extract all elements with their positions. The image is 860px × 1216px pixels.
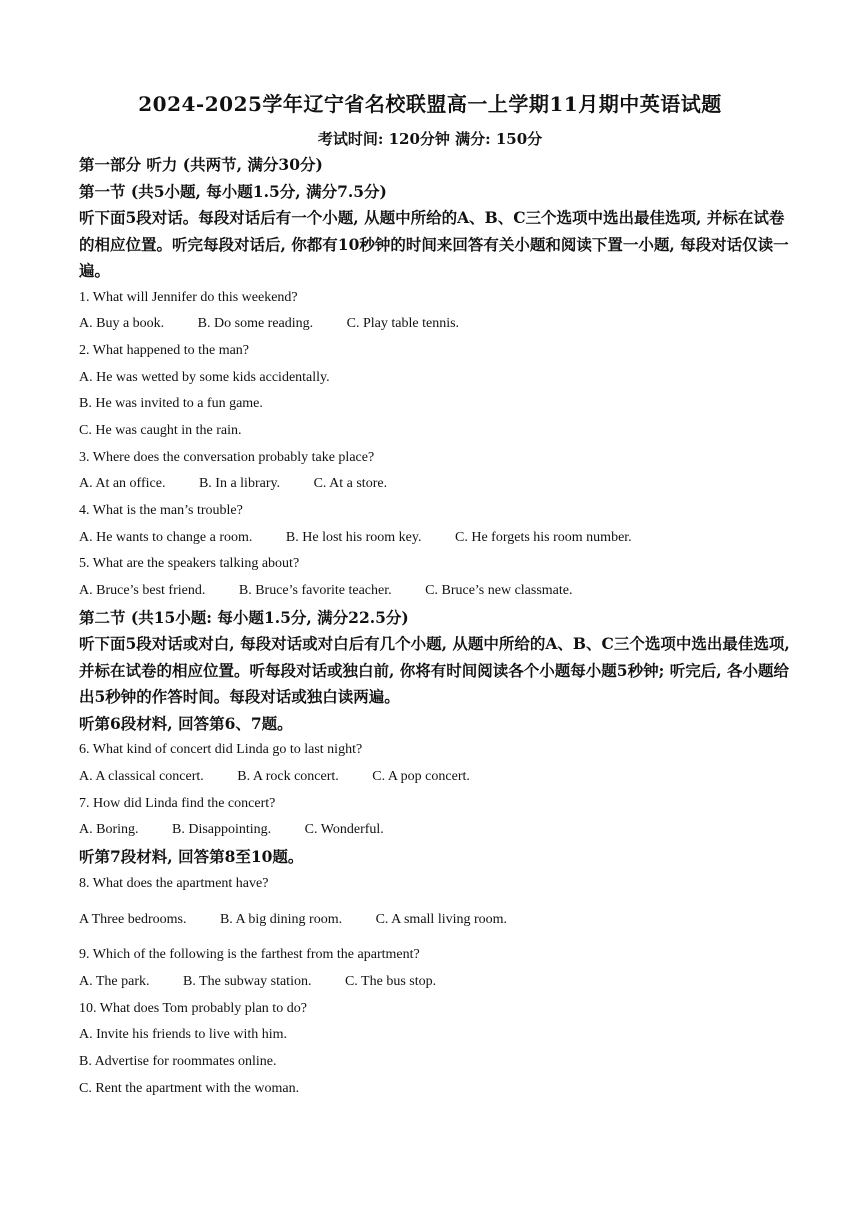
option-b: B. Bruce’s favorite teacher. (238, 583, 392, 599)
option-c: C. A pop concert. (372, 768, 470, 784)
option-b: B. Disappointing. (172, 822, 272, 838)
option-c: C. Bruce’s new classmate. (425, 583, 573, 599)
option-c: C. At a store. (313, 476, 388, 492)
option-a: A. Buy a book. (79, 316, 165, 332)
option-c: C. He forgets his room number. (455, 529, 632, 545)
material-7-heading: 听第7段材料, 回答第8至10题。 (79, 847, 304, 866)
part1-heading: 第一部分 听力 (共两节, 满分30分) (79, 155, 323, 174)
option-b: B. A rock concert. (237, 768, 339, 784)
option-a: A. Boring. (79, 822, 139, 838)
question-options (79, 311, 791, 338)
option-a: A Three bedrooms. (79, 912, 187, 928)
option-b: B. He lost his room key. (285, 529, 422, 545)
question-stem: 9. Which of the following is the farthest from the apartment? (79, 947, 420, 963)
page-title: 2024-2025学年辽宁省名校联盟高一上学期11月期中英语试题 (138, 92, 722, 116)
question-stem: 10. What does Tom probably plan to do? (79, 1000, 307, 1016)
section1-heading: 第一节 (共5小题, 每小题1.5分, 满分7.5分) (79, 181, 387, 201)
question-stem: 7. How did Linda find the concert? (79, 795, 276, 811)
option-b: B. The subway station. (183, 973, 312, 989)
question-stem: 3. Where does the conversation probably take place? (79, 449, 375, 465)
option-b: B. In a library. (198, 476, 281, 492)
option-a: A. He wants to change a room. (79, 529, 253, 545)
exam-content (79, 152, 791, 1102)
section2-heading: 第二节 (共15小题: 每小题1.5分, 满分22.5分) (79, 607, 409, 627)
question-options (79, 969, 791, 996)
option-b: B. He was invited to a fun game. (79, 396, 263, 412)
option-c: C. Play table tennis. (346, 316, 460, 332)
option-a: A. At an office. (79, 476, 166, 492)
question-stem: 2. What happened to the man? (79, 342, 250, 358)
option-a: A. A classical concert. (79, 768, 204, 784)
option-b: B. Advertise for roommates online. (79, 1053, 277, 1069)
question-stem: 8. What does the apartment have? (79, 875, 269, 891)
question-options (79, 578, 791, 605)
option-c: C. The bus stop. (344, 973, 437, 989)
question-options (79, 817, 791, 844)
question-stem: 5. What are the speakers talking about? (79, 556, 300, 572)
question-options (79, 525, 791, 552)
option-c: C. He was caught in the rain. (79, 422, 242, 438)
exam-info: 考试时间: 120分钟 满分: 150分 (317, 130, 543, 148)
question-options (79, 764, 791, 791)
question-stem: 6. What kind of concert did Linda go to last night? (79, 742, 363, 758)
option-a: A. Invite his friends to live with him. (79, 1027, 288, 1043)
question-options (79, 471, 791, 498)
section1-instructions: 听下面5段对话。每段对话后有一个小题, 从题中所给的A、B、C三个选项中选出最佳选项, 并标在试卷的相应位置。听完每段对话后, 你都有10秒钟的时间来回答有关小题和阅读下置一小题, 每段对话仅读一遍。 (79, 208, 789, 280)
option-a: A. Bruce’s best friend. (79, 583, 206, 599)
option-c: C. Wonderful. (304, 822, 384, 838)
question-stem: 4. What is the man’s trouble? (79, 503, 243, 518)
option-a: A. The park. (79, 973, 150, 989)
option-c: C. A small living room. (375, 912, 508, 928)
question-stem: 1. What will Jennifer do this weekend? (79, 289, 298, 305)
material-6-heading: 听第6段材料, 回答第6、7题。 (79, 713, 293, 733)
option-b: B. Do some reading. (197, 316, 314, 332)
question-options (79, 897, 791, 942)
section2-instructions: 听下面5段对话或对白, 每段对话或对白后有几个小题, 从题中所给的A、B、C三个选项中选出最佳选项, 并标在试卷的相应位置。听每段对话或独白前, 你将有时间阅读各个小题每小题5秒钟; 听完后, 各小题给出5秒钟的作答时间。每段对话或独白读两遍。 (79, 634, 790, 707)
option-c: C. Rent the apartment with the woman. (79, 1080, 300, 1096)
option-b: B. A big dining room. (219, 912, 343, 928)
option-a: A. He was wetted by some kids accidentally. (79, 369, 330, 385)
